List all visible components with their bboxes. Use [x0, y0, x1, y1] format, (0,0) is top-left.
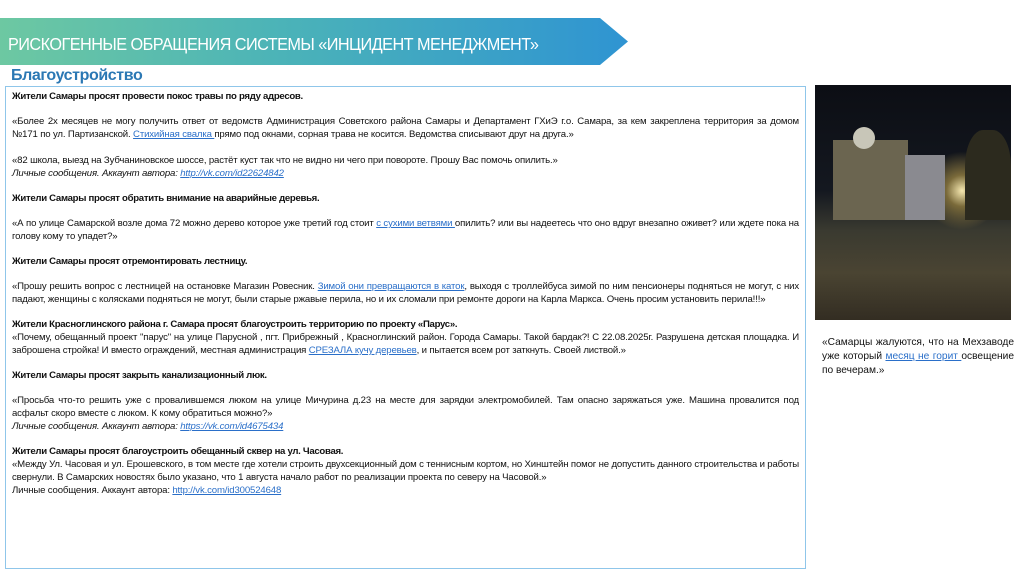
tree-shape — [965, 130, 1011, 220]
text-segment: опилить? или вы надеетесь что оно вдруг внезапно оживет? или ждете пока на голову кому то упадет?» — [12, 218, 799, 242]
text-segment: , и пытается всем рот заткнуть. Своей листвой.» — [416, 345, 626, 356]
appeal-text — [12, 484, 799, 497]
appeal-text — [12, 217, 799, 243]
text-segment: Личные сообщения. Аккаунт автора: — [12, 485, 173, 496]
church-shape — [833, 140, 908, 220]
link[interactable]: месяц не горит — [885, 351, 962, 362]
text-segment: освещение по вечерам.» — [822, 351, 1014, 376]
appeal-item — [12, 91, 799, 180]
appeal-headline: Жители Самары просят благоустроить обещанный сквер на ул. Часовая. — [12, 446, 344, 457]
page-title: РИСКОГЕННЫЕ ОБРАЩЕНИЯ СИСТЕМЫ «ИНЦИДЕНТ МЕНЕДЖМЕНТ» — [8, 34, 539, 54]
appeal-text — [12, 420, 799, 433]
text-segment: , выходя с троллейбуса зимой по ним пенсионеры подняться не могут, с них падают, женщины с колясками подняться не могут, были старые ржавые перила, но и их сломали при ремонте дороги на Карла Маркса. Очень просим установить перила!!!» — [12, 281, 799, 305]
appeal-item — [12, 193, 799, 243]
link[interactable]: Зимой они превращаются в каток — [317, 281, 465, 292]
text-segment: «Между Ул. Часовая и ул. Ерошевского, в том месте где хотели строить двухсекционный дом с теннисным кортом, но Хинштейн помог не допустить данного строительства и работы свернули. В Самарских новостях было указано, что 1 августа начало работ по реализации проекта по северу на Часовой.» — [12, 459, 799, 483]
appeals-list — [5, 86, 806, 569]
appeal-headline: Жители Красноглинского района г. Самара просят благоустроить территорию по проекту «Парус». — [12, 319, 458, 330]
link[interactable]: Стихийная свалка — [133, 129, 215, 140]
text-segment: Личные сообщения. Аккаунт автора: — [12, 168, 181, 179]
link[interactable]: http://vk.com/id300524648 — [172, 485, 282, 496]
appeal-item — [12, 446, 799, 497]
text-segment: «Прошу решить вопрос с лестницей на остановке Магазин Ровесник. — [12, 281, 318, 292]
appeal-text — [12, 394, 799, 420]
text-segment: «Более 2х месяцев не могу получить ответ от ведомств Администрация Советского района Самары и Департамент ГХиЭ г.о. Самара, за кем закреплена территория за домом №171 по ул. Партизанской. — [12, 116, 799, 140]
photo-caption — [822, 336, 1014, 378]
dome-shape — [853, 127, 875, 149]
text-segment: Личные сообщения. Аккаунт автора: — [12, 421, 181, 432]
appeal-headline: Жители Самары просят провести покос травы по ряду адресов. — [12, 91, 303, 102]
appeal-item — [12, 319, 799, 357]
appeal-text — [12, 154, 799, 167]
appeal-item — [12, 370, 799, 433]
appeal-text — [12, 115, 799, 141]
text-segment: «Просьба что-то решить уже с провалившемся люком на улице Мичурина д.23 на месте для зарядки электромобилей. Там опасно заряжаться уже. Машина провалится под асфальт скоро вместе с люком. К кому обратиться можно?» — [12, 395, 799, 419]
section-title: Благоустройство — [11, 67, 143, 84]
appeal-text — [12, 458, 799, 484]
link[interactable]: http://vk.com/id22624842 — [180, 168, 284, 179]
appeal-text — [12, 167, 799, 180]
text-segment: «Почему, обещанный проект "парус" на улице Парусной , пгт. Прибрежный , Красноглинский район. Города Самары. Такой бардак?! С 22.08.2025г. Разрушена детская площадка. И заброшена стройка! И вместо ограждений, местная администрация — [12, 332, 799, 356]
link[interactable]: https://vk.com/id4675434 — [180, 421, 284, 432]
appeal-headline: Жители Самары просят отремонтировать лестницу. — [12, 256, 248, 267]
text-segment: прямо под окнами, сорная трава не косится. Ведомства списывают друг на друга.» — [214, 129, 574, 140]
text-segment: «Самарцы жалуются, что на Мехзаводе уже который — [822, 337, 1014, 362]
appeal-item — [12, 256, 799, 306]
appeal-text — [12, 331, 799, 357]
building-shape — [905, 155, 945, 220]
appeal-headline: Жители Самары просят обратить внимание на аварийные деревья. — [12, 193, 320, 204]
link[interactable]: с сухими ветвями — [376, 218, 455, 229]
appeal-text — [12, 280, 799, 306]
text-segment: «А по улице Самарской возле дома 72 можно дерево которое уже третий год стоит — [12, 218, 377, 229]
link[interactable]: СРЕЗАЛА кучу деревьев — [308, 345, 417, 356]
text-segment: «82 школа, выезд на Зубчаниновское шоссе, растёт куст так что не видно ни чего при повороте. Прошу Вас помочь опилить.» — [12, 155, 558, 166]
street-photo — [815, 85, 1011, 320]
appeal-headline: Жители Самары просят закрыть канализационный люк. — [12, 370, 267, 381]
